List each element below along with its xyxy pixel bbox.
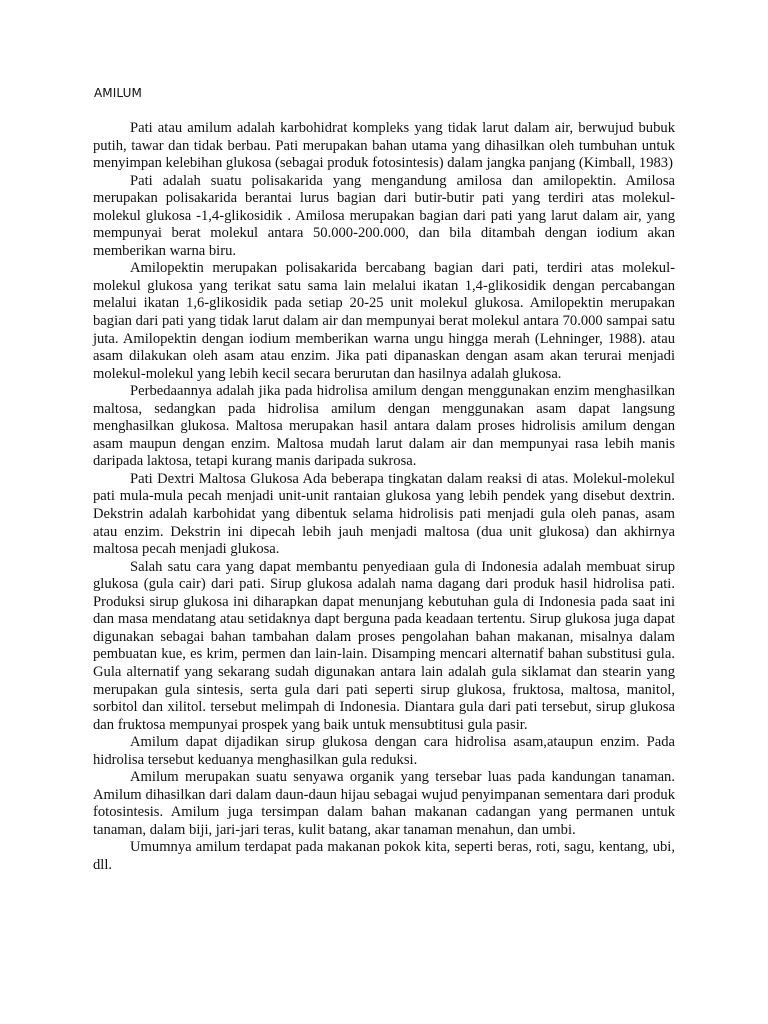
paragraph: Amilum dapat dijadikan sirup glukosa dengan cara hidrolisa asam,ataupun enzim. Pada hidrolisa tersebut keduanya menghasilkan gula reduksi. bbox=[93, 734, 675, 768]
paragraph: Amilum merupakan suatu senyawa organik yang tersebar luas pada kandungan tanaman. Amilum dihasilkan dari dalam daun-daun hijau sebagai wujud penyimpanan sementara dari produk fotosintesis. Amilum juga tersimpan dalam bahan makanan cadangan yang permanen untuk tanaman, dalam biji, jari-jari teras, kulit batang, akar tanaman menahun, dan umbi. bbox=[93, 769, 675, 838]
paragraph: Pati atau amilum adalah karbohidrat kompleks yang tidak larut dalam air, berwujud bubuk putih, tawar dan tidak berbau. Pati merupakan bahan utama yang dihasilkan oleh tumbuhan untuk menyimpan kelebihan glukosa (sebagai produk fotosintesis) dalam jangka panjang (Kimball, 1983) bbox=[93, 120, 675, 172]
document-body bbox=[93, 120, 675, 875]
paragraph: Pati adalah suatu polisakarida yang mengandung amilosa dan amilopektin. Amilosa merupakan polisakarida berantai lurus bagian dari butir-butir pati yang terdiri atas molekul-molekul glukosa -1,4-glikosidik . Amilosa merupakan bagian dari pati yang larut dalam air, yang mempunyai berat molekul antara 50.000-200.000, dan bila ditambah dengan iodium akan memberikan warna biru. bbox=[93, 172, 675, 259]
paragraph: Pati Dextri Maltosa Glukosa Ada beberapa tingkatan dalam reaksi di atas. Molekul-molekul pati mula-mula pecah menjadi unit-unit rantaian glukosa yang lebih pendek yang disebut dextrin. Dekstrin adalah karbohidat yang dibentuk selama hidrolisis pati menjadi gula oleh panas, asam atau enzim. Dekstrin ini dipecah lebih jauh menjadi maltosa (dua unit glukosa) dan akhirnya maltosa pecah menjadi glukosa. bbox=[93, 470, 675, 558]
document-title: AMILUM bbox=[94, 86, 142, 100]
paragraph: Salah satu cara yang dapat membantu penyediaan gula di Indonesia adalah membuat sirup glukosa (gula cair) dari pati. Sirup glukosa adalah nama dagang dari produk hasil hidrolisa pati. Produksi sirup glukosa ini diharapkan dapat menunjang kebutuhan gula di Indonesia pada saat ini dan masa mendatang atau setidaknya dapt berguna pada keadaan tertentu. Sirup glukosa juga dapat digunakan sebagai bahan tambahan dalam proses pengolahan bahan makanan, misalnya dalam pembuatan kue, es krim, permen dan lain-lain. Disamping mencari alternatif bahan substitusi gula. Gula alternatif yang sekarang sudah digunakan antara lain adalah gula siklamat dan stearin yang merupakan gula sintesis, serta gula dari pati seperti sirup glukosa, fruktosa, maltosa, manitol, sorbitol dan xilitol. tersebut melimpah di Indonesia. Diantara gula dari pati tersebut, sirup glukosa dan fruktosa mempunyai prospek yang baik untuk mensubtitusi gula pasir. bbox=[93, 558, 675, 733]
paragraph: Amilopektin merupakan polisakarida bercabang bagian dari pati, terdiri atas molekul-molekul glukosa yang terikat satu sama lain melalui ikatan 1,4-glikosidik dengan percabangan melalui ikatan 1,6-glikosidik pada setiap 20-25 unit molekul glukosa. Amilopektin merupakan bagian dari pati yang tidak larut dalam air dan mempunyai berat molekul antara 70.000 sampai satu juta. Amilopektin dengan iodium memberikan warna ungu hingga merah (Lehninger, 1988). atau asam dilakukan oleh asam atau enzim. Jika pati dipanaskan dengan asam akan terurai menjadi molekul-molekul yang lebih kecil secara berurutan dan hasilnya adalah glukosa. bbox=[93, 260, 675, 382]
paragraph: Perbedaannya adalah jika pada hidrolisa amilum dengan menggunakan enzim menghasilkan maltosa, sedangkan pada hidrolisa amilum dengan menggunakan asam dapat langsung menghasilkan glukosa. Maltosa merupakan hasil antara dalam proses hidrolisis amilum dengan asam maupun dengan enzim. Maltosa mudah larut dalam air dan mempunyai rasa lebih manis daripada laktosa, tetapi kurang manis daripada sukrosa. bbox=[93, 383, 675, 470]
paragraph: Umumnya amilum terdapat pada makanan pokok kita, seperti beras, roti, sagu, kentang, ubi, dll. bbox=[93, 839, 675, 873]
